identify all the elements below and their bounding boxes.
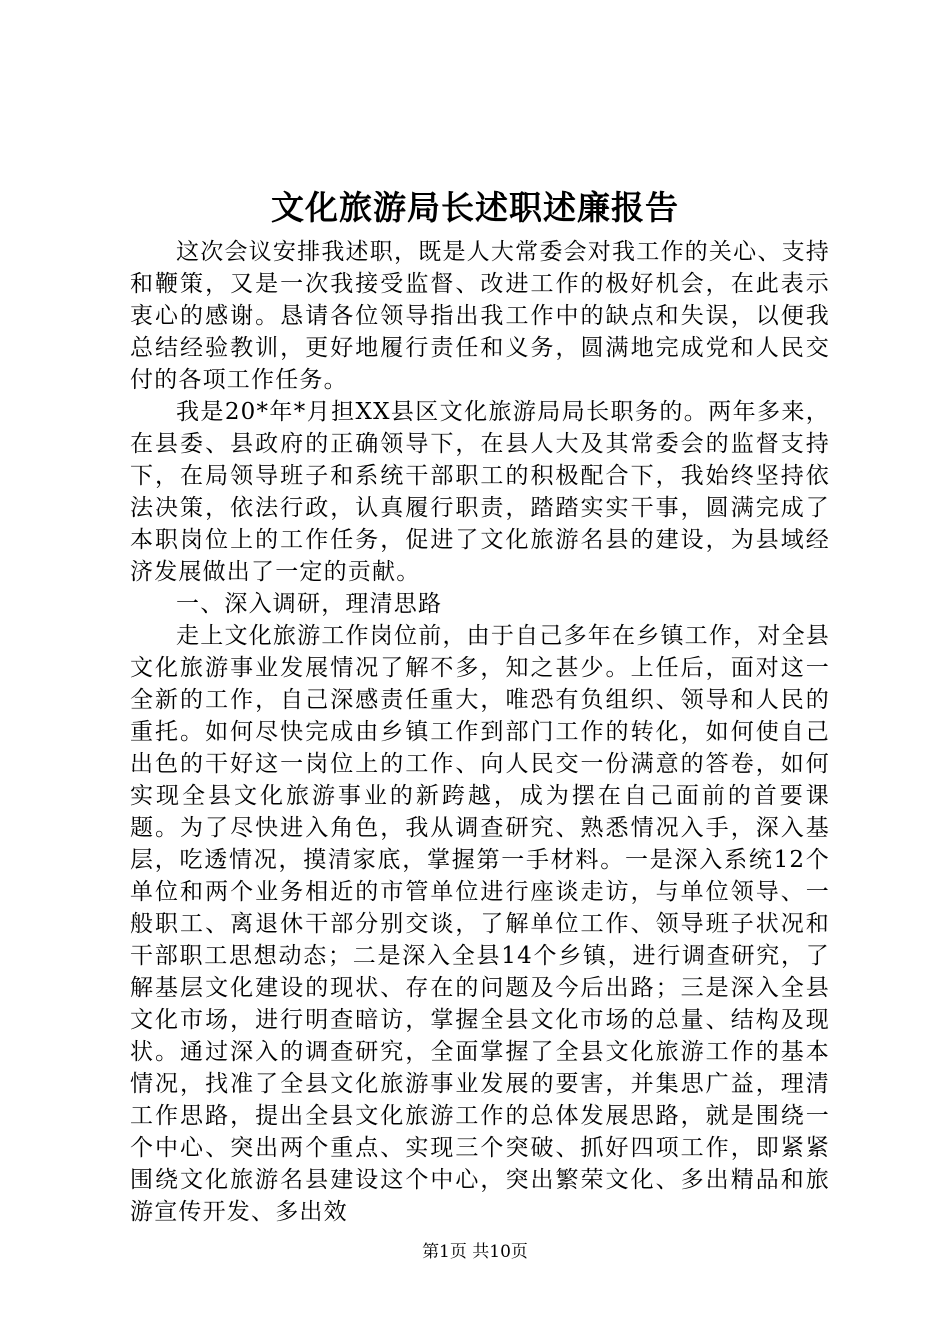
section-heading-1: 一、深入调研，理清思路 bbox=[176, 591, 443, 617]
paragraph-background: 我是20*年*月担XX县区文化旅游局局长职务的。两年多来，在县委、县政府的正确领导下，在县人大及其常委会的监督支持下，在局领导班子和系统干部职工的积极配合下，我始终坚持依法决策，依法行政，认真履行职责，踏踏实实干事，圆满完成了本职岗位上的工作任务，促进了文化旅游名县的建设，为县域经济发展做出了一定的贡献。 bbox=[130, 399, 830, 585]
page-footer: 第1页 共10页 bbox=[422, 1242, 528, 1262]
paragraph-intro: 这次会议安排我述职，既是人大常委会对我工作的关心、支持和鞭策，又是一次我接受监督、改进工作的极好机会，在此表示衷心的感谢。恳请各位领导指出我工作中的缺点和失误，以便我总结经验教训，更好地履行责任和义务，圆满地完成党和人民交付的各项工作任务。 bbox=[130, 239, 830, 393]
document-title: 文化旅游局长述职述廉报告 bbox=[271, 188, 679, 227]
paragraph-research: 走上文化旅游工作岗位前，由于自己多年在乡镇工作，对全县文化旅游事业发展情况了解不多，知之甚少。上任后，面对这一全新的工作，自己深感责任重大，唯恐有负组织、领导和人民的重托。如何尽快完成由乡镇工作到部门工作的转化，如何使自己出色的干好这一岗位上的工作、向人民交一份满意的答卷，如何实现全县文化旅游事业的新跨越，成为摆在自己面前的首要课题。为了尽快进入角色，我从调查研究、熟悉情况入手，深入基层，吃透情况，摸清家底，掌握第一手材料。一是深入系统12个单位和两个业务相近的市管单位进行座谈走访，与单位领导、一般职工、离退休干部分别交谈，了解单位工作、领导班子状况和干部职工思想动态；二是深入全县14个乡镇，进行调查研究，了解基层文化建设的现状、存在的问题及今后出路；三是深入全县文化市场，进行明查暗访，掌握全县文化市场的总量、结构及现状。通过深入的调查研究，全面掌握了全县文化旅游工作的基本情况，找准了全县文化旅游事业发展的要害，并集思广益，理清工作思路，提出全县文化旅游工作的总体发展思路，就是围绕一个中心、突出两个重点、实现三个突破、抓好四项工作，即紧紧围绕文化旅游名县建设这个中心，突出繁荣文化、多出精品和旅游宣传开发、多出效 bbox=[130, 623, 830, 1225]
document-body bbox=[130, 236, 830, 1228]
